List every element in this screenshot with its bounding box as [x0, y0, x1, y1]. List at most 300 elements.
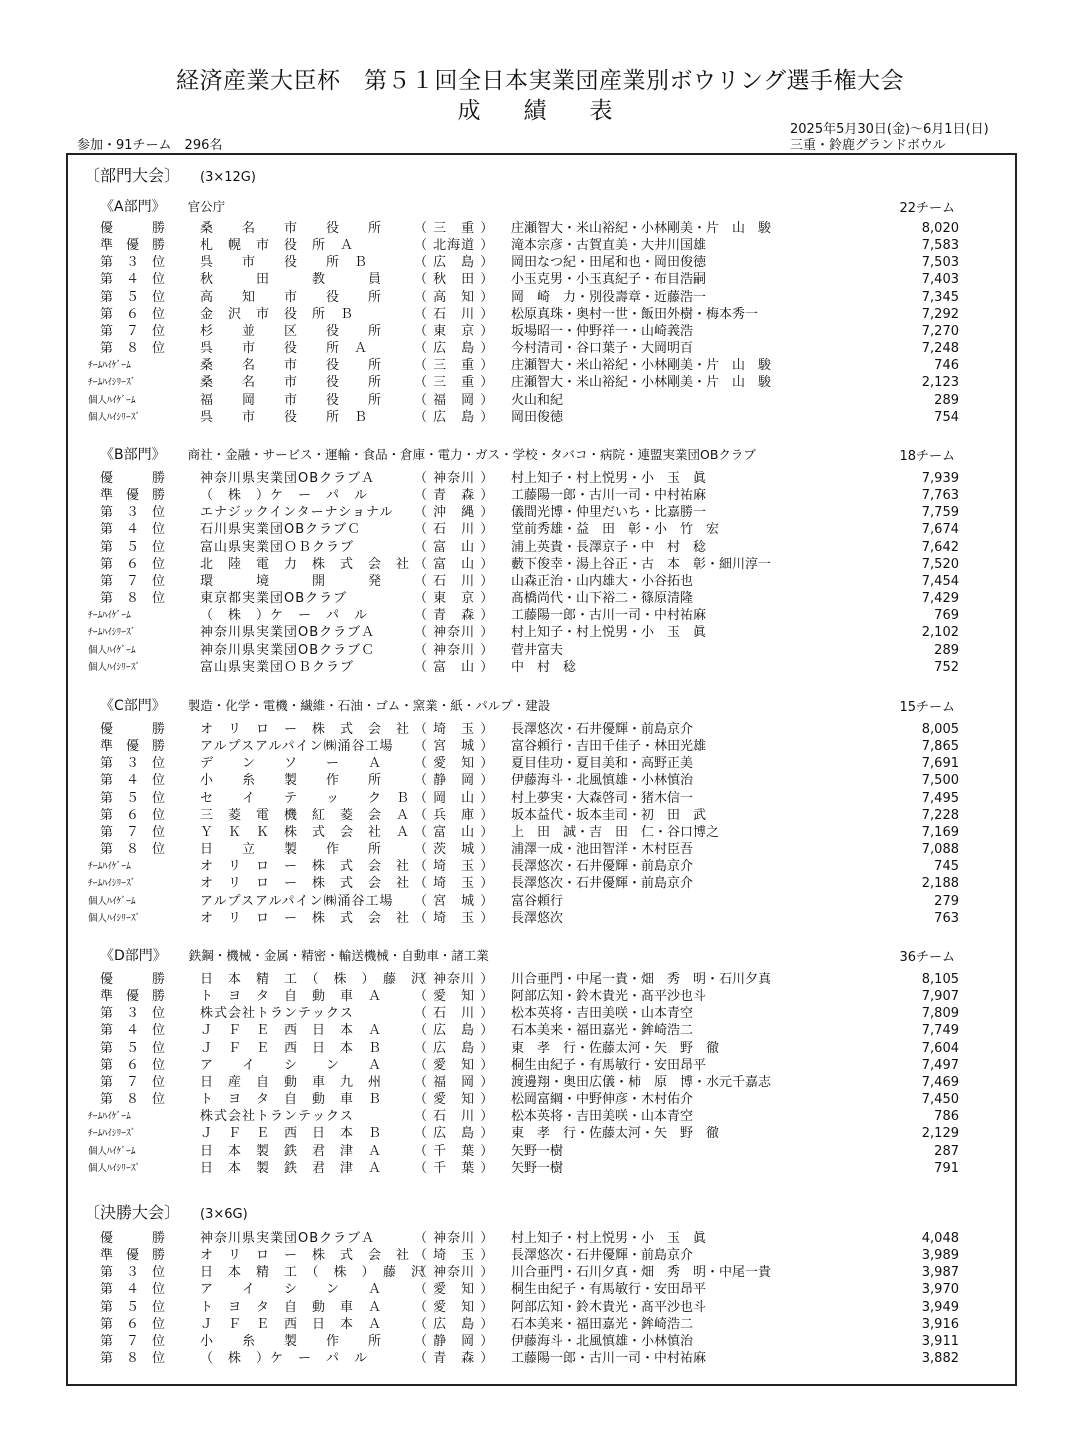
prefecture: （ 富 山 ） [414, 824, 495, 840]
player-names: 東 孝 行・佐藤太河・矢 野 徹 [511, 1126, 720, 1142]
player-names: 長澤悠次・石井優輝・前島京介 [511, 859, 694, 875]
player-names: 坂本益代・坂本圭司・初 田 武 [511, 807, 707, 823]
score-value: 289 [934, 642, 959, 658]
rank-label: 個人ﾊｲｼﾘｰｽﾞ [88, 912, 141, 924]
player-names: 村上夢実・大森啓司・猪木信一 [511, 790, 694, 806]
player-names: 長澤悠次・石井優輝・前島京介 [511, 876, 694, 892]
score-value: 7,169 [921, 824, 959, 840]
score-value: 3,970 [921, 1282, 959, 1298]
prefecture: （ 石 川 ） [414, 573, 495, 589]
prefecture: （ 埼 玉 ） [414, 910, 495, 926]
score-value: 7,469 [921, 1074, 959, 1090]
score-value: 3,949 [921, 1299, 959, 1315]
rank-label: 優 勝 [100, 471, 166, 486]
score-value: 7,763 [921, 488, 959, 504]
prefecture: （ 埼 玉 ） [414, 859, 495, 875]
rank-label: ﾁｰﾑﾊｲｹﾞｰﾑ [88, 610, 131, 622]
team-name: 神奈川県実業団OBクラブＡ [200, 625, 376, 641]
division-heading [100, 196, 955, 216]
participants-info: 参加・91チーム 296名 [77, 138, 223, 153]
prefecture: （ 秋 田 ） [414, 272, 495, 288]
team-name: 秋 田 教 員 [200, 272, 383, 288]
team-name: 三 菱 電 機 紅 菱 会 Ａ [200, 807, 411, 823]
rank-label: ﾁｰﾑﾊｲｼﾘｰｽﾞ [88, 878, 136, 890]
rank-label: 第 ８ 位 [100, 1351, 166, 1367]
score-value: 7,907 [921, 989, 959, 1005]
result-row [84, 323, 959, 340]
rank-label: 第 ６ 位 [100, 807, 166, 823]
prefecture: （ 宮 城 ） [414, 893, 495, 909]
player-names: 阿部広知・鈴木貴光・髙平沙也斗 [511, 989, 707, 1005]
team-name: アルプスアルパイン㈱涌谷工場 [200, 739, 394, 755]
prefecture: （ 愛 知 ） [414, 1057, 495, 1073]
rank-label: 第 ３ 位 [100, 1265, 166, 1281]
team-name: 日 本 精 工 （ 株 ） 藤 沢 [200, 972, 426, 987]
player-names: 庄瀬智大・米山裕紀・小林剛美・片 山 駿 [511, 221, 772, 236]
result-row [84, 1160, 959, 1177]
prefecture: （ 広 島 ） [414, 341, 495, 357]
team-name: 日 産 自 動 車 九 州 [200, 1074, 383, 1090]
team-name: 神奈川県実業団OBクラブＡ [200, 471, 376, 486]
team-name: 桑 名 市 役 所 [200, 358, 383, 374]
score-value: 752 [934, 659, 959, 675]
player-names: 工藤陽一郎・古川一司・中村祐麻 [511, 608, 707, 624]
event-venue: 三重・鈴鹿グランドボウル [790, 138, 946, 153]
rank-label: ﾁｰﾑﾊｲｼﾘｰｽﾞ [88, 377, 136, 389]
rank-label: 第 ３ 位 [100, 1006, 166, 1022]
team-name: 小 糸 製 作 所 [200, 773, 383, 789]
result-row [84, 470, 959, 487]
player-names: 髙橋尚代・山下裕二・篠原清隆 [511, 591, 694, 607]
player-names: 夏目佳功・夏目美和・高野正美 [511, 756, 694, 772]
prefecture: （ 神奈川 ） [414, 1231, 495, 1246]
prefecture: （ 高 知 ） [414, 289, 495, 305]
result-row [84, 642, 959, 659]
rank-label: 第 ５ 位 [100, 1040, 166, 1056]
player-names: 堂前秀雄・益 田 彰・小 竹 宏 [511, 522, 720, 538]
result-row [84, 790, 959, 807]
result-row [84, 357, 959, 374]
player-names: 火山和紀 [511, 392, 564, 408]
rank-label: 個人ﾊｲｼﾘｰｽﾞ [88, 661, 141, 673]
result-row [84, 841, 959, 858]
rank-label: 第 ７ 位 [100, 323, 166, 339]
prefecture: （ 愛 知 ） [414, 989, 495, 1005]
result-row [84, 392, 959, 409]
score-value: 7,749 [921, 1023, 959, 1039]
player-names: 儀間光博・仲里だいち・比嘉勝一 [511, 505, 707, 521]
prefecture: （ 愛 知 ） [414, 756, 495, 772]
result-row [84, 893, 959, 910]
result-row [84, 1074, 959, 1091]
team-name: アルプスアルパイン㈱涌谷工場 [200, 893, 394, 909]
player-names: 長澤悠次 [511, 910, 564, 926]
result-row [84, 607, 959, 624]
rank-label: 第 ７ 位 [100, 824, 166, 840]
player-names: 川合亜門・中尾一貴・畑 秀 明・石川夕真 [511, 972, 772, 987]
prefecture: （ 北海道 ） [414, 238, 495, 254]
result-row [84, 539, 959, 556]
rank-label: 第 ５ 位 [100, 790, 166, 806]
rank-label: 第 ７ 位 [100, 573, 166, 589]
prefecture: （ 埼 玉 ） [414, 876, 495, 892]
prefecture: （ 兵 庫 ） [414, 807, 495, 823]
score-value: 763 [934, 910, 959, 926]
prefecture: （ 三 重 ） [414, 375, 495, 391]
score-value: 769 [934, 608, 959, 624]
score-value: 8,020 [921, 221, 959, 236]
rank-label: 個人ﾊｲｼﾘｰｽﾞ [88, 411, 141, 423]
result-row [84, 1350, 959, 1367]
result-row [84, 738, 959, 755]
rank-label: 第 ４ 位 [100, 1023, 166, 1039]
result-row [84, 1299, 959, 1316]
prefecture: （ 三 重 ） [414, 221, 495, 236]
section-heading [84, 163, 256, 186]
score-value: 7,450 [921, 1092, 959, 1108]
score-value: 7,604 [921, 1040, 959, 1056]
team-name: デ ン ソ ー Ａ [200, 756, 383, 772]
player-names: 阿部広知・鈴木貴光・髙平沙也斗 [511, 1299, 707, 1315]
prefecture: （ 東 京 ） [414, 323, 495, 339]
division-description: 商社・金融・サービス・運輸・食品・倉庫・電力・ガス・学校・タバコ・病院・連盟実業団OBクラブ [187, 447, 756, 462]
result-row [84, 1281, 959, 1298]
rank-label: ﾁｰﾑﾊｲｼﾘｰｽﾞ [88, 1128, 136, 1140]
player-names: 岡田なつ紀・田尾和也・岡田俊徳 [511, 255, 707, 271]
division-label: 《B部門》 [100, 447, 166, 463]
rank-label: 第 ６ 位 [100, 1057, 166, 1073]
prefecture: （ 三 重 ） [414, 358, 495, 374]
prefecture: （ 埼 玉 ） [414, 1248, 495, 1264]
rank-label: ﾁｰﾑﾊｲｹﾞｰﾑ [88, 1111, 131, 1123]
prefecture: （ 神奈川 ） [414, 471, 495, 486]
score-value: 7,503 [921, 255, 959, 271]
player-names: 松本英将・吉田美咲・山本青空 [511, 1006, 694, 1022]
player-names: 小玉克男・小玉真紀子・布目浩嗣 [511, 272, 707, 288]
result-row [84, 289, 959, 306]
score-value: 746 [934, 358, 959, 374]
player-names: 庄瀬智大・米山裕紀・小林剛美・片 山 駿 [511, 375, 772, 391]
score-value: 7,292 [921, 306, 959, 322]
prefecture: （ 愛 知 ） [414, 1092, 495, 1108]
rank-label: 準 優 勝 [100, 238, 166, 254]
team-name: ト ヨ タ 自 動 車 Ｂ [200, 1092, 383, 1108]
result-row [84, 220, 959, 237]
prefecture: （ 岡 山 ） [414, 790, 495, 806]
score-value: 7,674 [921, 522, 959, 538]
player-names: 石本美来・福田嘉光・鉾崎浩二 [511, 1023, 694, 1039]
prefecture: （ 茨 城 ） [414, 842, 495, 858]
team-name: 桑 名 市 役 所 [200, 375, 383, 391]
rank-label: 個人ﾊｲｹﾞｰﾑ [88, 1145, 136, 1157]
prefecture: （ 神奈川 ） [414, 625, 495, 641]
result-row [84, 374, 959, 391]
prefecture: （ 愛 知 ） [414, 1282, 495, 1298]
score-value: 7,865 [921, 739, 959, 755]
division-label: 《A部門》 [100, 199, 166, 215]
result-row [84, 659, 959, 676]
team-name: 北 陸 電 力 株 式 会 社 [200, 556, 411, 572]
player-names: 川合亜門・石川夕真・畑 秀 明・中尾一貴 [511, 1265, 772, 1281]
result-row [84, 755, 959, 772]
result-row [84, 1230, 959, 1247]
score-value: 3,989 [921, 1248, 959, 1264]
prefecture: （ 広 島 ） [414, 409, 495, 425]
prefecture: （ 神奈川 ） [414, 642, 495, 658]
prefecture: （ 富 山 ） [414, 556, 495, 572]
team-name: Ｊ Ｆ Ｅ 西 日 本 Ａ [200, 1316, 383, 1332]
rank-label: ﾁｰﾑﾊｲｹﾞｰﾑ [88, 360, 131, 372]
score-value: 279 [934, 893, 959, 909]
player-names: 菅井富夫 [511, 642, 564, 658]
rank-label: 第 ６ 位 [100, 306, 166, 322]
score-value: 3,911 [921, 1333, 959, 1349]
score-value: 8,105 [921, 972, 959, 987]
team-name: 杉 並 区 役 所 [200, 323, 383, 339]
prefecture: （ 広 島 ） [414, 1040, 495, 1056]
result-row [84, 1247, 959, 1264]
player-names: 山森正治・山内雄大・小谷拓也 [511, 573, 694, 589]
result-row [84, 807, 959, 824]
rank-label: 優 勝 [100, 221, 166, 236]
score-value: 3,987 [921, 1265, 959, 1281]
player-names: 長澤悠次・石井優輝・前島京介 [511, 1248, 694, 1264]
document-subtitle: 成 績 表 [457, 98, 623, 124]
result-row [84, 1333, 959, 1350]
prefecture: （ 石 川 ） [414, 1006, 495, 1022]
score-value: 2,188 [921, 876, 959, 892]
rank-label: 準 優 勝 [100, 1248, 166, 1264]
rank-label: 第 ３ 位 [100, 505, 166, 521]
prefecture: （ 広 島 ） [414, 1023, 495, 1039]
score-value: 7,500 [921, 773, 959, 789]
result-row [84, 556, 959, 573]
prefecture: （ 広 島 ） [414, 1316, 495, 1332]
result-row [84, 1022, 959, 1039]
player-names: 渡邊翔・奥田広儀・柿 原 博・水元千嘉志 [511, 1074, 772, 1090]
prefecture: （ 静 岡 ） [414, 1333, 495, 1349]
result-row [84, 910, 959, 927]
team-name: 神奈川県実業団OBクラブＣ [200, 642, 376, 658]
result-row [84, 772, 959, 789]
division-description: 鉄鋼・機械・金属・精密・輸送機械・自動車・諸工業 [188, 948, 489, 963]
section-format: (3×6G) [200, 1207, 248, 1222]
rank-label: 第 ７ 位 [100, 1333, 166, 1349]
section-format: (3×12G) [200, 170, 256, 185]
result-row [84, 1005, 959, 1022]
player-names: 浦上英貴・長澤京子・中 村 稔 [511, 539, 707, 555]
player-names: 藪下俊幸・湯上谷正・古 本 彰・細川淳一 [511, 556, 772, 572]
score-value: 7,642 [921, 539, 959, 555]
prefecture: （ 千 葉 ） [414, 1160, 495, 1176]
score-value: 289 [934, 392, 959, 408]
result-row [84, 971, 959, 988]
player-names: 岡 崎 力・別役壽章・近藤浩一 [511, 289, 707, 305]
rank-label: 優 勝 [100, 722, 166, 737]
team-name: ア イ シ ン Ａ [200, 1057, 383, 1073]
division-team-count: 22チーム [899, 201, 955, 216]
player-names: 長澤悠次・石井優輝・前島京介 [511, 722, 694, 737]
score-value: 745 [934, 859, 959, 875]
team-name: 株式会社トランテックス [200, 1109, 354, 1125]
team-name: オ リ ロ ー 株 式 会 社 [200, 876, 411, 892]
team-name: （ 株 ）ケ ー パ ル [200, 488, 369, 504]
division-team-count: 36チーム [899, 950, 955, 965]
score-value: 7,345 [921, 289, 959, 305]
prefecture: （ 石 川 ） [414, 306, 495, 322]
player-names: 工藤陽一郎・古川一司・中村祐麻 [511, 1351, 707, 1367]
event-dates: 2025年5月30日(金)〜6月1日(日) [790, 122, 989, 137]
player-names: 岡田俊徳 [511, 409, 564, 425]
score-value: 2,102 [921, 625, 959, 641]
prefecture: （ 富 山 ） [414, 659, 495, 675]
result-row [84, 1143, 959, 1160]
team-name: ト ヨ タ 自 動 車 Ａ [200, 989, 383, 1005]
prefecture: （ 富 山 ） [414, 539, 495, 555]
team-name: 東京都実業団OBクラブ [200, 591, 348, 607]
result-row [84, 340, 959, 357]
rank-label: 第 ５ 位 [100, 1299, 166, 1315]
team-name: Ｊ Ｆ Ｅ 西 日 本 Ａ [200, 1023, 383, 1039]
score-value: 786 [934, 1109, 959, 1125]
rank-label: 個人ﾊｲｹﾞｰﾑ [88, 394, 136, 406]
result-row [84, 271, 959, 288]
score-value: 7,939 [921, 471, 959, 486]
rank-label: 優 勝 [100, 1231, 166, 1246]
rank-label: 第 ８ 位 [100, 341, 166, 357]
player-names: 浦澤一成・池田智洋・木村臣吾 [511, 842, 694, 858]
player-names: 村上知子・村上悦男・小 玉 眞 [511, 625, 707, 641]
division-heading [100, 945, 955, 965]
player-names: 富谷頼行 [511, 893, 564, 909]
team-name: 呉 市 役 所 Ｂ [200, 255, 369, 271]
result-row [84, 237, 959, 254]
prefecture: （ 広 島 ） [414, 255, 495, 271]
score-value: 754 [934, 409, 959, 425]
score-value: 7,429 [921, 591, 959, 607]
player-names: 村上知子・村上悦男・小 玉 眞 [511, 1231, 707, 1246]
result-row [84, 1091, 959, 1108]
rank-label: 第 ８ 位 [100, 842, 166, 858]
player-names: 石本美来・福田嘉光・鉾崎浩二 [511, 1316, 694, 1332]
prefecture: （ 宮 城 ） [414, 739, 495, 755]
result-row [84, 858, 959, 875]
score-value: 8,005 [921, 722, 959, 737]
score-value: 7,495 [921, 790, 959, 806]
player-names: 桐生由紀子・有馬敏行・安田昂平 [511, 1282, 707, 1298]
prefecture: （ 静 岡 ） [414, 773, 495, 789]
rank-label: 第 ４ 位 [100, 272, 166, 288]
team-name: 株式会社トランテックス [200, 1006, 354, 1022]
score-value: 7,809 [921, 1006, 959, 1022]
result-row [84, 1108, 959, 1125]
team-name: （ 株 ）ケ ー パ ル [200, 1351, 369, 1367]
rank-label: 第 ３ 位 [100, 255, 166, 271]
section-heading [84, 1200, 248, 1223]
team-name: ト ヨ タ 自 動 車 Ａ [200, 1299, 383, 1315]
rank-label: 個人ﾊｲｹﾞｰﾑ [88, 895, 136, 907]
division-heading [100, 695, 955, 715]
score-value: 7,759 [921, 505, 959, 521]
division-label: 《D部門》 [100, 948, 167, 964]
section-label: 〔部門大会〕 [84, 166, 181, 185]
rank-label: 個人ﾊｲｼﾘｰｽﾞ [88, 1162, 141, 1174]
player-names: 桐生由紀子・有馬敏行・安田昂平 [511, 1057, 707, 1073]
result-row [84, 254, 959, 271]
rank-label: 第 ４ 位 [100, 522, 166, 538]
division-heading [100, 444, 955, 464]
prefecture: （ 青 森 ） [414, 488, 495, 504]
prefecture: （ 神奈川 ） [414, 972, 495, 987]
player-names: 庄瀬智大・米山裕紀・小林剛美・片 山 駿 [511, 358, 772, 374]
score-value: 7,691 [921, 756, 959, 772]
rank-label: 準 優 勝 [100, 739, 166, 755]
player-names: 東 孝 行・佐藤太河・矢 野 徹 [511, 1040, 720, 1056]
player-names: 松岡富綱・中野伸彦・木村佑介 [511, 1092, 694, 1108]
rank-label: 第 ８ 位 [100, 1092, 166, 1108]
result-row [84, 306, 959, 323]
team-name: オ リ ロ ー 株 式 会 社 [200, 722, 411, 737]
team-name: 富山県実業団ＯＢクラブ [200, 539, 355, 555]
prefecture: （ 東 京 ） [414, 591, 495, 607]
player-names: 伊藤海斗・北風慎雄・小林慎治 [511, 1333, 694, 1349]
document-title: 経済産業大臣杯 第５１回全日本実業団産業別ボウリング選手権大会 [175, 68, 905, 94]
team-name: 富山県実業団ＯＢクラブ [200, 659, 355, 675]
rank-label: ﾁｰﾑﾊｲｹﾞｰﾑ [88, 861, 131, 873]
result-row [84, 409, 959, 426]
player-names: 今村清司・谷口葉子・大岡明百 [511, 341, 694, 357]
result-row [84, 624, 959, 641]
prefecture: （ 青 森 ） [414, 608, 495, 624]
rank-label: 個人ﾊｲｹﾞｰﾑ [88, 644, 136, 656]
rank-label: 第 ３ 位 [100, 756, 166, 772]
team-name: オ リ ロ ー 株 式 会 社 [200, 910, 411, 926]
division-team-count: 15チーム [899, 700, 955, 715]
result-row [84, 1057, 959, 1074]
team-name: ア イ シ ン Ａ [200, 1282, 383, 1298]
prefecture: （ 石 川 ） [414, 1109, 495, 1125]
team-name: Ｊ Ｆ Ｅ 西 日 本 Ｂ [200, 1040, 383, 1056]
player-names: 工藤陽一郎・古川一司・中村祐麻 [511, 488, 707, 504]
result-row [84, 824, 959, 841]
rank-label: 第 ８ 位 [100, 591, 166, 607]
player-names: 松本英将・吉田美咲・山本青空 [511, 1109, 694, 1125]
score-value: 7,248 [921, 341, 959, 357]
score-value: 3,882 [921, 1351, 959, 1367]
team-name: オ リ ロ ー 株 式 会 社 [200, 1248, 411, 1264]
prefecture: （ 福 岡 ） [414, 392, 495, 408]
player-names: 中 村 稔 [511, 659, 577, 675]
team-name: 札 幌 市 役 所 Ａ [200, 238, 355, 254]
team-name: オ リ ロ ー 株 式 会 社 [200, 859, 411, 875]
result-row [84, 1125, 959, 1142]
division-description: 官公庁 [187, 199, 226, 214]
result-row [84, 521, 959, 538]
prefecture: （ 広 島 ） [414, 1126, 495, 1142]
player-names: 富谷頼行・吉田千佳子・林田光雄 [511, 739, 707, 755]
score-value: 7,088 [921, 842, 959, 858]
score-value: 2,123 [921, 375, 959, 391]
player-names: 滝本宗彦・古賀直美・大井川国雄 [511, 238, 707, 254]
score-value: 2,129 [921, 1126, 959, 1142]
player-names: 伊藤海斗・北風慎雄・小林慎治 [511, 773, 694, 789]
team-name: 福 岡 市 役 所 [200, 392, 383, 408]
team-name: 日 本 製 鉄 君 津 Ａ [200, 1160, 383, 1176]
result-row [84, 1264, 959, 1281]
score-value: 7,454 [921, 573, 959, 589]
team-name: 小 糸 製 作 所 [200, 1333, 383, 1349]
prefecture: （ 愛 知 ） [414, 1299, 495, 1315]
